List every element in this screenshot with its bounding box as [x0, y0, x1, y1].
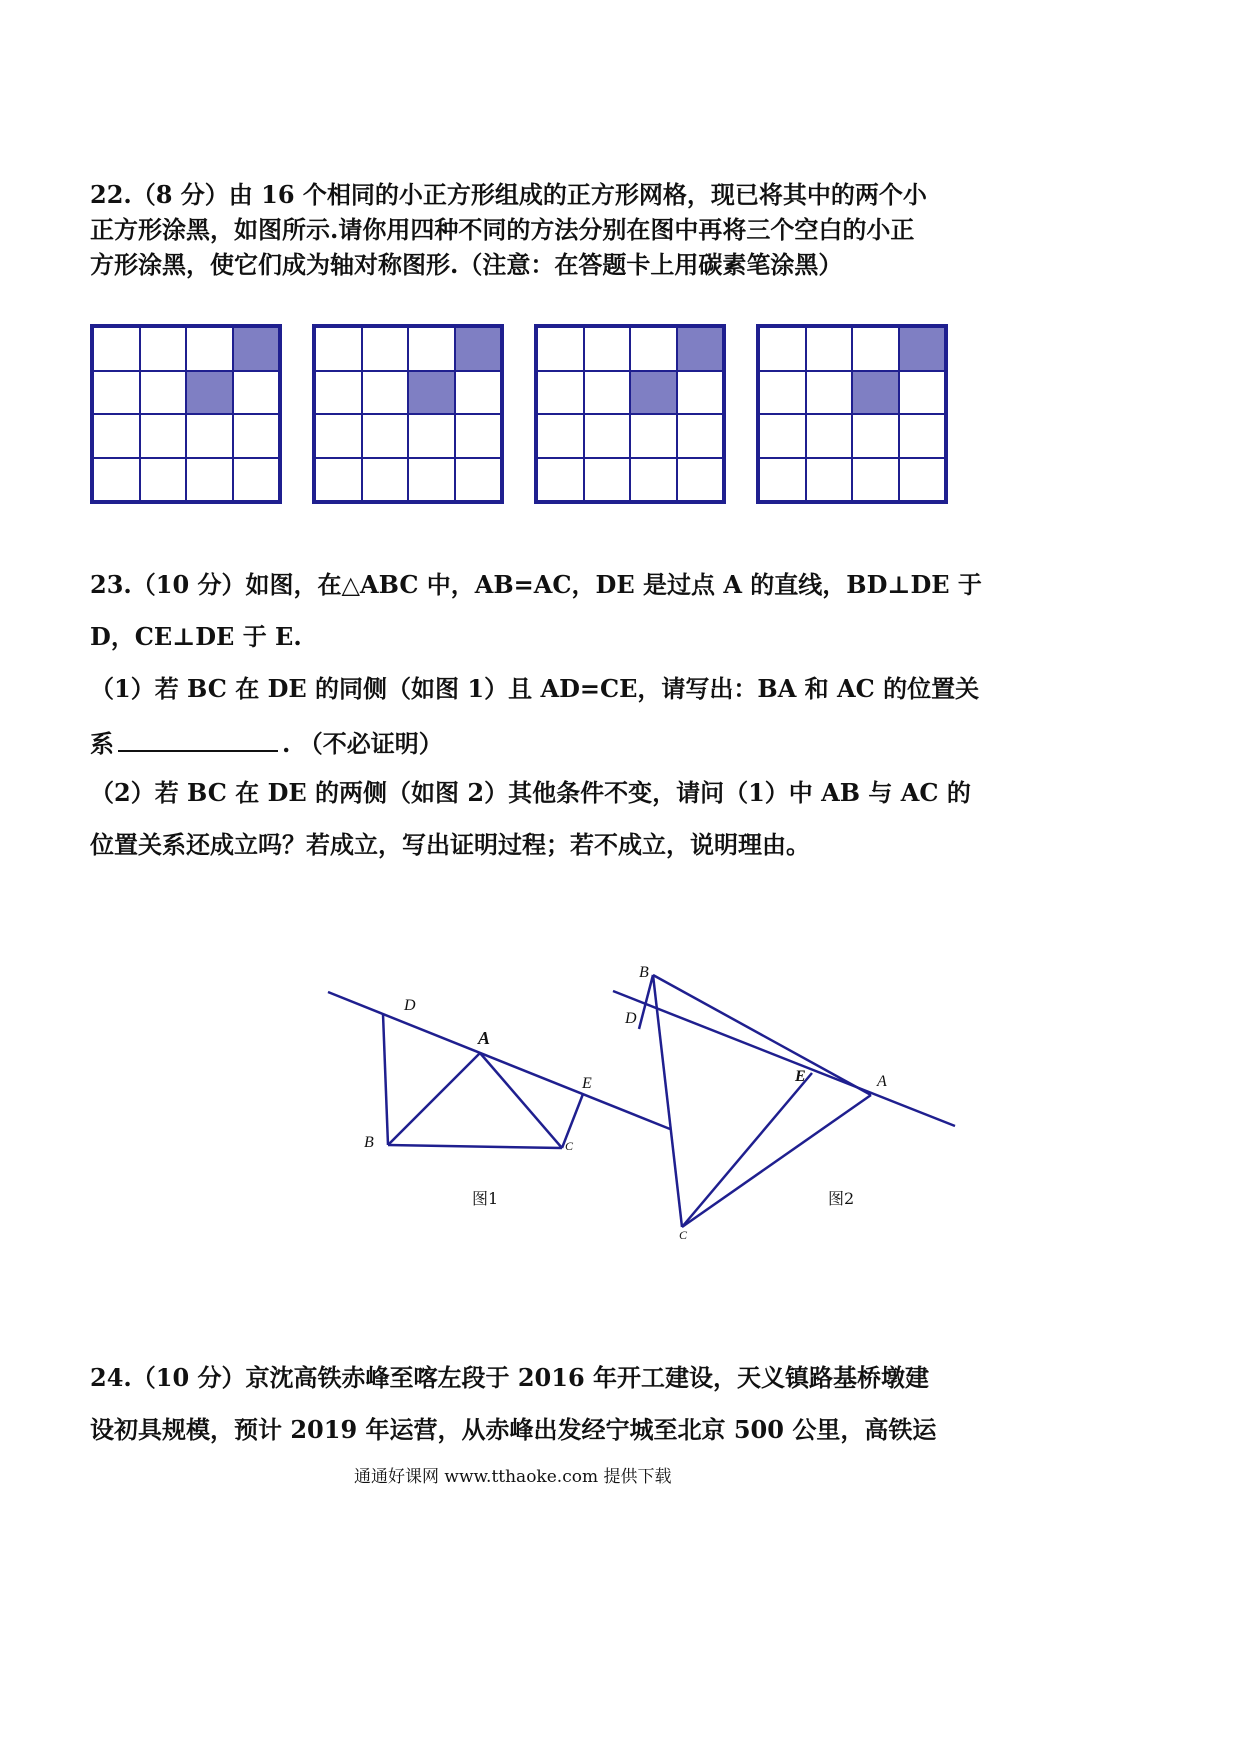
grid-cell[interactable] — [537, 327, 584, 371]
grid-cell[interactable] — [408, 327, 455, 371]
q22-line-2: 正方形涂黑，如图所示.请你用四种不同的方法分别在图中再将三个空白的小正 — [90, 215, 915, 244]
grid-1 — [90, 324, 282, 504]
grid-cell[interactable] — [140, 458, 187, 502]
grid-cell[interactable] — [233, 371, 280, 415]
grid-cell[interactable] — [315, 327, 362, 371]
grid-cell-filled[interactable] — [899, 327, 946, 371]
figure-2-caption: 图2 — [828, 1189, 855, 1208]
grid-cell[interactable] — [759, 414, 806, 458]
label-e: E — [795, 1068, 806, 1085]
grid-cell[interactable] — [408, 458, 455, 502]
label-a: A — [877, 1073, 887, 1090]
grid-cell[interactable] — [899, 458, 946, 502]
grid-cell[interactable] — [186, 458, 233, 502]
grid-cell[interactable] — [584, 458, 631, 502]
grid-cell[interactable] — [455, 414, 502, 458]
grid-cell[interactable] — [852, 327, 899, 371]
figure-2 — [605, 955, 965, 1240]
grid-cell[interactable] — [677, 371, 724, 415]
figure-1-caption: 图1 — [472, 1189, 499, 1208]
grid-cell[interactable] — [759, 371, 806, 415]
grid-cell[interactable] — [362, 458, 409, 502]
grid-cell-filled[interactable] — [408, 371, 455, 415]
grid-cell[interactable] — [537, 414, 584, 458]
grid-cell[interactable] — [315, 371, 362, 415]
grid-cell[interactable] — [93, 327, 140, 371]
grid-cell[interactable] — [852, 458, 899, 502]
grid-cell[interactable] — [362, 371, 409, 415]
grid-cell[interactable] — [537, 371, 584, 415]
q23-line-4-prefix: 系 — [90, 729, 114, 758]
grid-cell[interactable] — [677, 414, 724, 458]
grid-2 — [312, 324, 504, 504]
q22-line-3: 方形涂黑，使它们成为轴对称图形.（注意：在答题卡上用碳素笔涂黑） — [90, 250, 843, 279]
grid-cell[interactable] — [806, 414, 853, 458]
q23-line-1: 23.（10 分）如图，在△ABC 中，AB=AC，DE 是过点 A 的直线，BD⊥DE 于 — [90, 570, 982, 599]
grid-cell[interactable] — [899, 414, 946, 458]
label-a: A — [478, 1028, 491, 1048]
label-b: B — [639, 964, 649, 981]
grid-cell[interactable] — [759, 458, 806, 502]
grid-cell[interactable] — [584, 327, 631, 371]
grid-3 — [534, 324, 726, 504]
grid-cell[interactable] — [140, 371, 187, 415]
grid-cell[interactable] — [93, 371, 140, 415]
grid-4 — [756, 324, 948, 504]
segment-ab — [388, 1053, 480, 1145]
grid-cell-filled[interactable] — [677, 327, 724, 371]
grid-cell[interactable] — [584, 371, 631, 415]
grid-cell[interactable] — [140, 414, 187, 458]
segment-ac — [480, 1053, 562, 1148]
grid-cell[interactable] — [186, 327, 233, 371]
q23-line-4 — [90, 726, 1170, 759]
grid-cell[interactable] — [852, 414, 899, 458]
grid-cell[interactable] — [630, 327, 677, 371]
grid-cell[interactable] — [315, 458, 362, 502]
q23-line-3: （1）若 BC 在 DE 的同侧（如图 1）且 AD=CE，请写出：BA 和 AC 的位置关 — [90, 674, 980, 703]
grid-cell[interactable] — [759, 327, 806, 371]
label-c: C — [565, 1139, 574, 1150]
grid-cell[interactable] — [93, 458, 140, 502]
grid-cell[interactable] — [362, 414, 409, 458]
segment-bc — [388, 1145, 562, 1148]
grid-cell[interactable] — [315, 414, 362, 458]
label-d: D — [404, 997, 416, 1014]
grid-cell-filled[interactable] — [630, 371, 677, 415]
label-c: C — [679, 1228, 688, 1240]
segment-bd — [383, 1014, 388, 1145]
grid-cell[interactable] — [537, 458, 584, 502]
q23-line-6: 位置关系还成立吗？若成立，写出证明过程；若不成立，说明理由。 — [90, 830, 810, 859]
grid-cell[interactable] — [455, 371, 502, 415]
grid-cell[interactable] — [899, 371, 946, 415]
grid-cell[interactable] — [806, 327, 853, 371]
grid-cell[interactable] — [584, 414, 631, 458]
grid-cell[interactable] — [93, 414, 140, 458]
grid-cell[interactable] — [408, 414, 455, 458]
label-d: D — [625, 1010, 637, 1027]
grid-cell[interactable] — [455, 458, 502, 502]
grid-cell-filled[interactable] — [455, 327, 502, 371]
grid-cell[interactable] — [140, 327, 187, 371]
grid-cell[interactable] — [233, 414, 280, 458]
q23-line-5: （2）若 BC 在 DE 的两侧（如图 2）其他条件不变，请问（1）中 AB 与 AC 的 — [90, 778, 971, 807]
grid-cell[interactable] — [806, 371, 853, 415]
q24-line-2: 设初具规模，预计 2019 年运营，从赤峰出发经宁城至北京 500 公里，高铁运 — [90, 1415, 937, 1444]
grid-cell[interactable] — [630, 458, 677, 502]
grid-cell[interactable] — [677, 458, 724, 502]
segment-ab — [653, 975, 871, 1095]
grid-cell[interactable] — [186, 414, 233, 458]
footer: 通通好课网 www.tthaoke.com 提供下载 — [354, 1467, 672, 1487]
grid-cell-filled[interactable] — [852, 371, 899, 415]
q23-line-2: D，CE⊥DE 于 E. — [90, 622, 302, 651]
label-b: B — [364, 1134, 374, 1150]
grid-cell[interactable] — [233, 458, 280, 502]
grid-cell[interactable] — [630, 414, 677, 458]
answer-blank[interactable] — [118, 726, 278, 752]
grid-cell-filled[interactable] — [233, 327, 280, 371]
grid-cell[interactable] — [806, 458, 853, 502]
q23-line-4-suffix: . （不必证明） — [282, 729, 443, 758]
grid-cell-filled[interactable] — [186, 371, 233, 415]
q22-line-1: 22.（8 分）由 16 个相同的小正方形组成的正方形网格，现已将其中的两个小 — [90, 180, 927, 209]
label-e: E — [582, 1075, 592, 1092]
q24-line-1: 24.（10 分）京沈高铁赤峰至喀左段于 2016 年开工建设，天义镇路基桥墩建 — [90, 1363, 930, 1392]
grid-cell[interactable] — [362, 327, 409, 371]
